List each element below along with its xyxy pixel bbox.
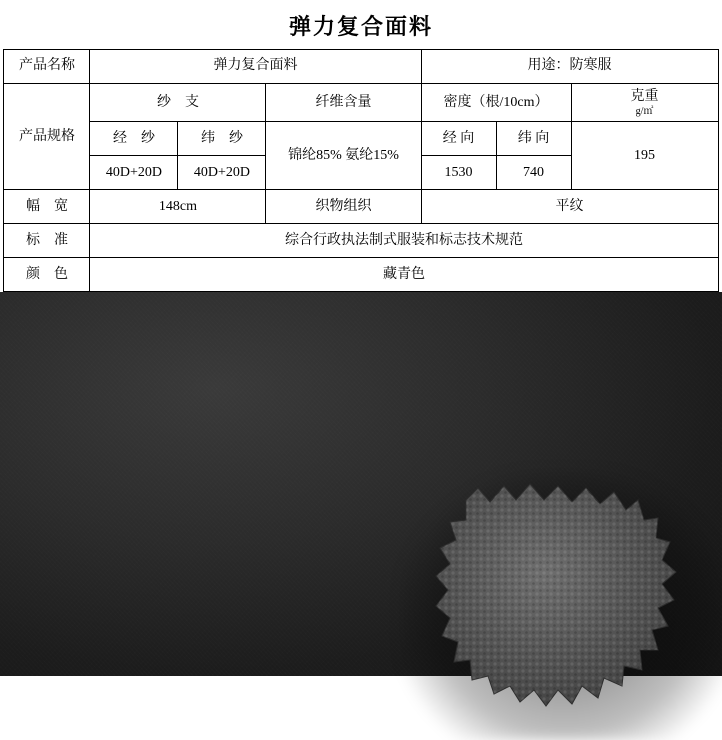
label-width: 幅 宽 bbox=[4, 190, 90, 224]
value-width: 148cm bbox=[90, 190, 266, 224]
label-product-name: 产品名称 bbox=[4, 50, 90, 84]
value-standard: 综合行政执法制式服装和标志技术规范 bbox=[90, 224, 718, 258]
value-weave: 平纹 bbox=[421, 190, 718, 224]
header-weft-yarn: 纬 纱 bbox=[178, 122, 266, 156]
table-row bbox=[4, 84, 718, 122]
spec-table bbox=[3, 49, 718, 292]
value-color: 藏青色 bbox=[90, 258, 718, 292]
value-usage: 用途：防寒服 bbox=[421, 50, 718, 84]
page-title: 弹力复合面料 bbox=[288, 14, 433, 39]
label-standard: 标 准 bbox=[4, 224, 90, 258]
fabric-swatch bbox=[430, 480, 710, 730]
header-density: 密度（根/10cm） bbox=[421, 84, 571, 122]
header-weight bbox=[571, 84, 718, 122]
header-weight-unit: g/㎡ bbox=[635, 106, 654, 118]
table-row bbox=[4, 50, 718, 84]
header-weight-label: 克重 bbox=[630, 89, 659, 104]
value-weft-density: 740 bbox=[496, 156, 571, 190]
header-warp-yarn: 经 纱 bbox=[90, 122, 178, 156]
table-row bbox=[4, 258, 718, 292]
label-color: 颜 色 bbox=[4, 258, 90, 292]
value-warp-yarn: 40D+20D bbox=[90, 156, 178, 190]
table-row bbox=[4, 224, 718, 258]
table-row bbox=[4, 122, 718, 156]
label-product-spec: 产品规格 bbox=[4, 84, 90, 190]
value-weft-yarn: 40D+20D bbox=[178, 156, 266, 190]
value-warp-density: 1530 bbox=[421, 156, 496, 190]
fabric-swatch-shape bbox=[430, 480, 710, 730]
table-row bbox=[4, 190, 718, 224]
header-yarn-count: 纱 支 bbox=[90, 84, 266, 122]
value-weight: 195 bbox=[571, 122, 718, 190]
label-weave: 织物组织 bbox=[266, 190, 421, 224]
header-fiber-content: 纤维含量 bbox=[266, 84, 421, 122]
header-weft-direction: 纬 向 bbox=[496, 122, 571, 156]
header-warp-direction: 经 向 bbox=[421, 122, 496, 156]
value-product-name: 弹力复合面料 bbox=[90, 50, 421, 84]
value-fiber-content: 锦纶85% 氨纶15% bbox=[266, 122, 421, 190]
